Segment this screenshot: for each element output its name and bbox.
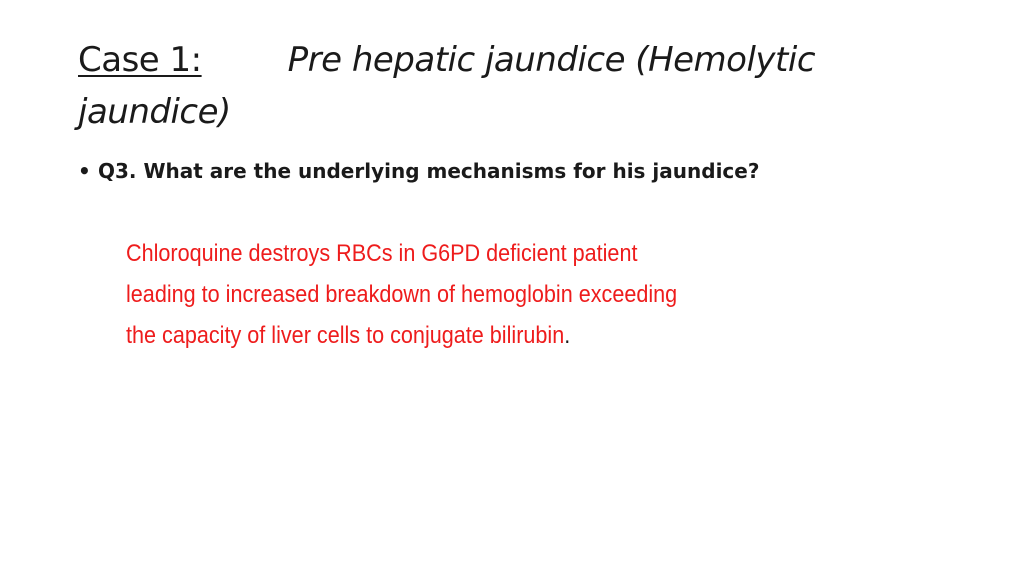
answer-line-3-text: the capacity of liver cells to conjugate bilirubin bbox=[126, 322, 565, 349]
answer-line-3 bbox=[126, 315, 774, 356]
case-label: Case 1: bbox=[78, 40, 202, 80]
answer-period: . bbox=[564, 322, 571, 349]
bullet-icon: • bbox=[78, 159, 91, 183]
question-text: Q3. What are the underlying mechanisms for his jaundice? bbox=[98, 159, 760, 183]
title-subtitle: Pre hepatic jaundice (Hemolytic jaundice) bbox=[78, 40, 816, 132]
answer-text bbox=[126, 233, 774, 356]
answer-line-1: Chloroquine destroys RBCs in G6PD deficient patient bbox=[126, 240, 638, 267]
question-item bbox=[78, 156, 759, 186]
answer-line-2: leading to increased breakdown of hemoglobin exceeding bbox=[126, 281, 678, 308]
slide-title bbox=[78, 34, 978, 138]
